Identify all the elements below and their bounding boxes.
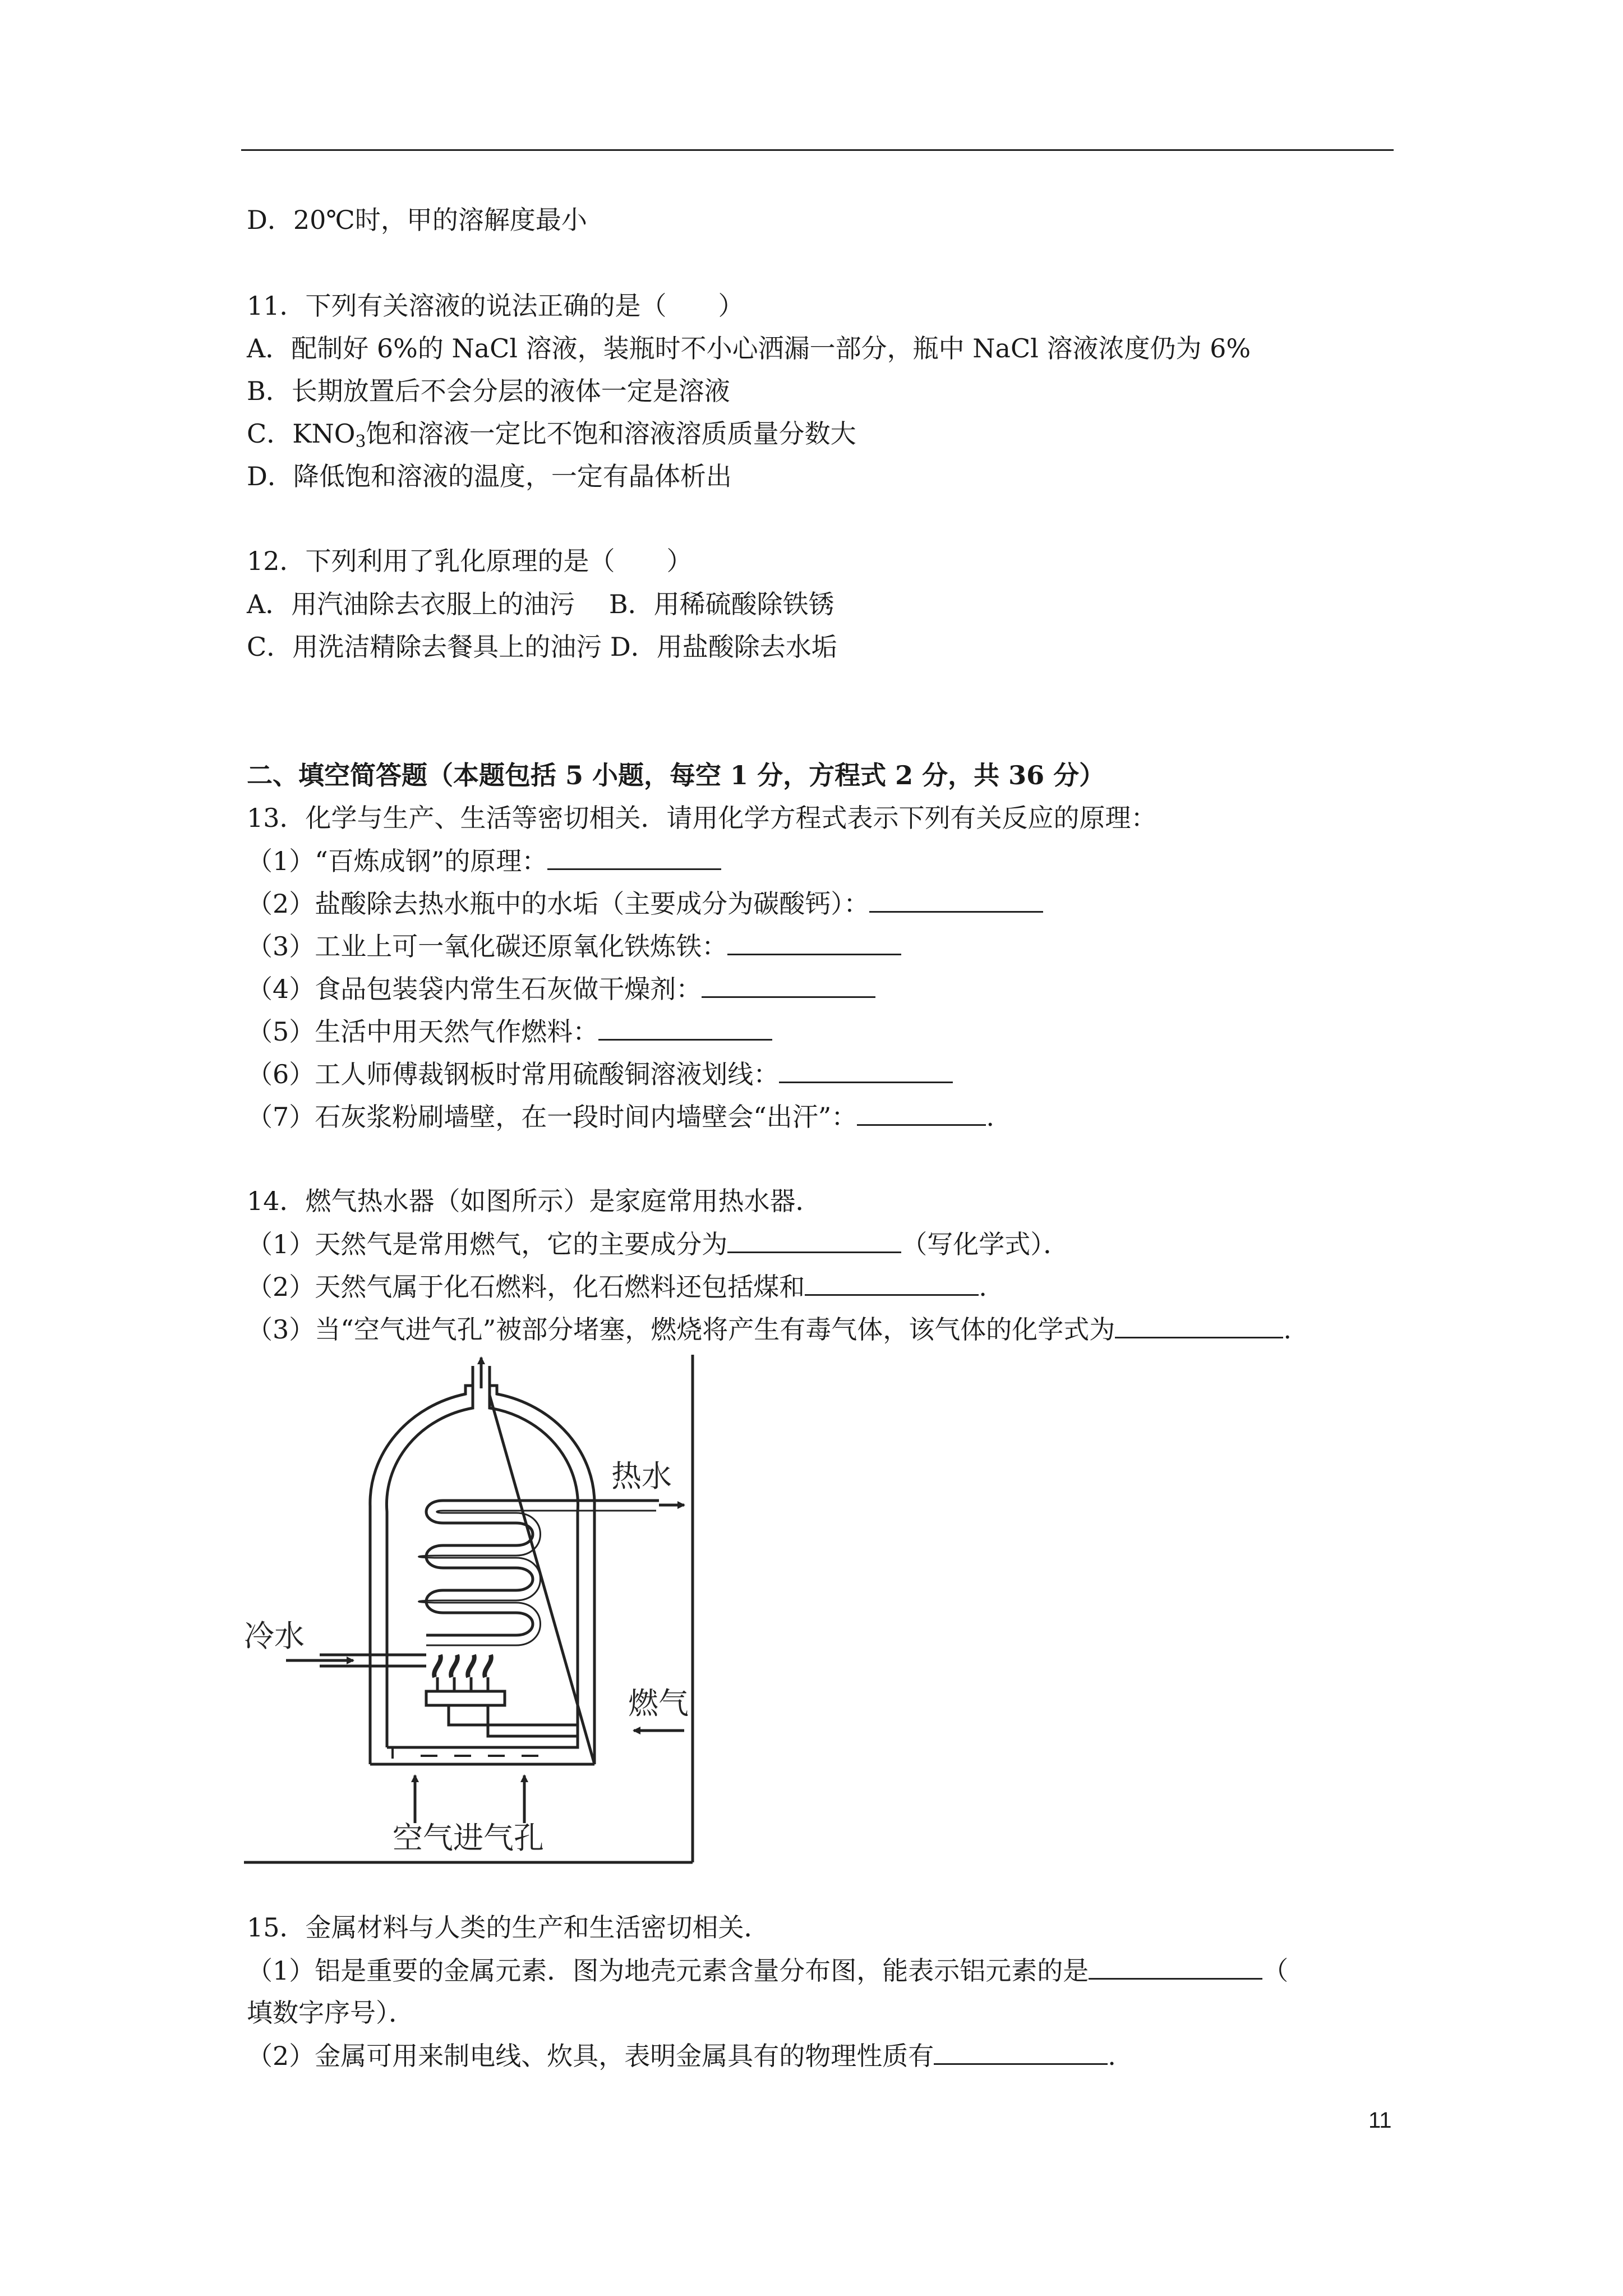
q13-item-1-text: （1）“百炼成钢”的原理： <box>247 846 548 876</box>
water-heater-diagram <box>241 1355 701 1876</box>
answer-blank[interactable] <box>1089 1953 1262 1980</box>
q13-item-4 <box>247 972 875 1006</box>
q14-part-3 <box>247 1312 1292 1346</box>
air-inlet-holes <box>393 1747 538 1759</box>
q13-item-6-text: （6）工人师傅裁钢板时常用硫酸铜溶液划线： <box>247 1059 780 1089</box>
q13-item-5-text: （5）生活中用天然气作燃料： <box>247 1016 599 1047</box>
q14-stem: 14．燃气热水器（如图所示）是家庭常用热水器． <box>247 1186 822 1216</box>
cold-water-label: 冷水 <box>244 1618 305 1654</box>
page-number: 11 <box>1368 2108 1392 2133</box>
q14-part-1 <box>247 1227 1069 1261</box>
q13-item-2 <box>247 886 1043 921</box>
answer-blank[interactable] <box>727 1227 901 1253</box>
q11-option-c-post: 饱和溶液一定比不饱和溶液溶质质量分数大 <box>366 418 856 449</box>
q15-part-1-post: （ <box>1262 1955 1289 1986</box>
tank-outer-left <box>370 1386 473 1764</box>
q15-part-1-continued: 填数字序号）． <box>247 1998 414 2028</box>
gas-label: 燃气 <box>628 1686 689 1721</box>
answer-blank[interactable] <box>779 1057 953 1083</box>
burner-plate <box>426 1691 505 1705</box>
q13-item-2-text: （2）盐酸除去热水瓶中的水垢（主要成分为碳酸钙）： <box>247 889 870 919</box>
q14-part-2-post: . <box>979 1272 987 1302</box>
q15-part-1-pre: （1）铝是重要的金属元素．图为地壳元素含量分布图，能表示铝元素的是 <box>247 1955 1089 1986</box>
q11-option-b: B．长期放置后不会分层的液体一定是溶液 <box>247 376 730 406</box>
answer-blank[interactable] <box>727 929 901 955</box>
q11-option-a: A．配制好 6%的 NaCl 溶液，装瓶时不小心洒漏一部分，瓶中 NaCl 溶液浓度仍为 6% <box>247 333 1251 364</box>
q12-options-cd: C．用洗洁精除去餐具上的油污 D．用盐酸除去水垢 <box>247 632 837 662</box>
q11-option-d: D．降低饱和溶液的温度，一定有晶体析出 <box>247 461 732 491</box>
flames <box>434 1655 491 1677</box>
q14-part-3-pre: （3）当“空气进气孔”被部分堵塞，燃烧将产生有毒气体，该气体的化学式为 <box>247 1314 1115 1345</box>
q15-part-2 <box>247 2039 1116 2073</box>
q14-part-1-pre: （1）天然气是常用燃气，它的主要成分为 <box>247 1229 728 1259</box>
q14-part-3-post: . <box>1283 1314 1292 1345</box>
heating-coil-inner <box>419 1511 657 1645</box>
q13-item-3 <box>247 929 901 963</box>
answer-blank[interactable] <box>598 1014 772 1041</box>
q11-stem: 11．下列有关溶液的说法正确的是（ ） <box>247 291 744 321</box>
q13-stem: 13．化学与生产、生活等密切相关．请用化学方程式表示下列有关反应的原理： <box>247 803 1157 833</box>
answer-blank[interactable] <box>934 2039 1108 2065</box>
answer-blank[interactable] <box>805 1269 979 1296</box>
heating-coil <box>426 1501 659 1635</box>
q14-part-2-pre: （2）天然气属于化石燃料，化石燃料还包括煤和 <box>247 1272 805 1302</box>
section2-title: 二、填空简答题（本题包括 5 小题，每空 1 分，方程式 2 分，共 36 分） <box>247 760 1105 790</box>
answer-blank[interactable] <box>1115 1312 1283 1338</box>
q12-stem: 12．下列利用了乳化原理的是（ ） <box>247 546 693 576</box>
header-rule <box>241 149 1394 151</box>
q13-item-7-text: （7）石灰浆粉刷墙壁，在一段时间内墙壁会“出汗”： <box>247 1102 857 1132</box>
q12-options-ab: A．用汽油除去衣服上的油污 B．用稀硫酸除铁锈 <box>247 589 834 619</box>
q14-part-2 <box>247 1269 987 1304</box>
answer-blank[interactable] <box>869 886 1043 913</box>
q15-part-2-post: . <box>1108 2041 1116 2071</box>
q13-item-6 <box>247 1057 953 1091</box>
q13-item-7-end: . <box>986 1102 994 1132</box>
air-inlet-label: 空气进气孔 <box>393 1820 544 1856</box>
q15-part-1 <box>247 1953 1288 1987</box>
q13-item-4-text: （4）食品包装袋内常生石灰做干燥剂： <box>247 974 702 1004</box>
burner-nozzles <box>437 1677 488 1691</box>
q14-part-1-post: （写化学式）． <box>901 1229 1069 1259</box>
q13-item-5 <box>247 1014 772 1048</box>
q10-option-d: D．20℃时，甲的溶解度最小 <box>247 205 587 235</box>
hot-water-label: 热水 <box>611 1458 672 1494</box>
q11-option-c-subscript: 3 <box>355 432 366 452</box>
gas-pipe <box>449 1705 578 1736</box>
q13-item-3-text: （3）工业上可一氧化碳还原氧化铁炼铁： <box>247 931 728 961</box>
q13-item-7 <box>247 1099 994 1134</box>
q15-part-2-pre: （2）金属可用来制电线、炊具，表明金属具有的物理性质有 <box>247 2041 934 2071</box>
q11-option-c-pre: C．KNO <box>247 418 356 449</box>
answer-blank[interactable] <box>857 1099 986 1126</box>
q13-item-1 <box>247 844 721 878</box>
answer-blank[interactable] <box>547 844 721 870</box>
q15-stem: 15．金属材料与人类的生产和生活密切相关． <box>247 1912 770 1943</box>
q11-option-c <box>247 417 856 459</box>
answer-blank[interactable] <box>702 972 875 998</box>
